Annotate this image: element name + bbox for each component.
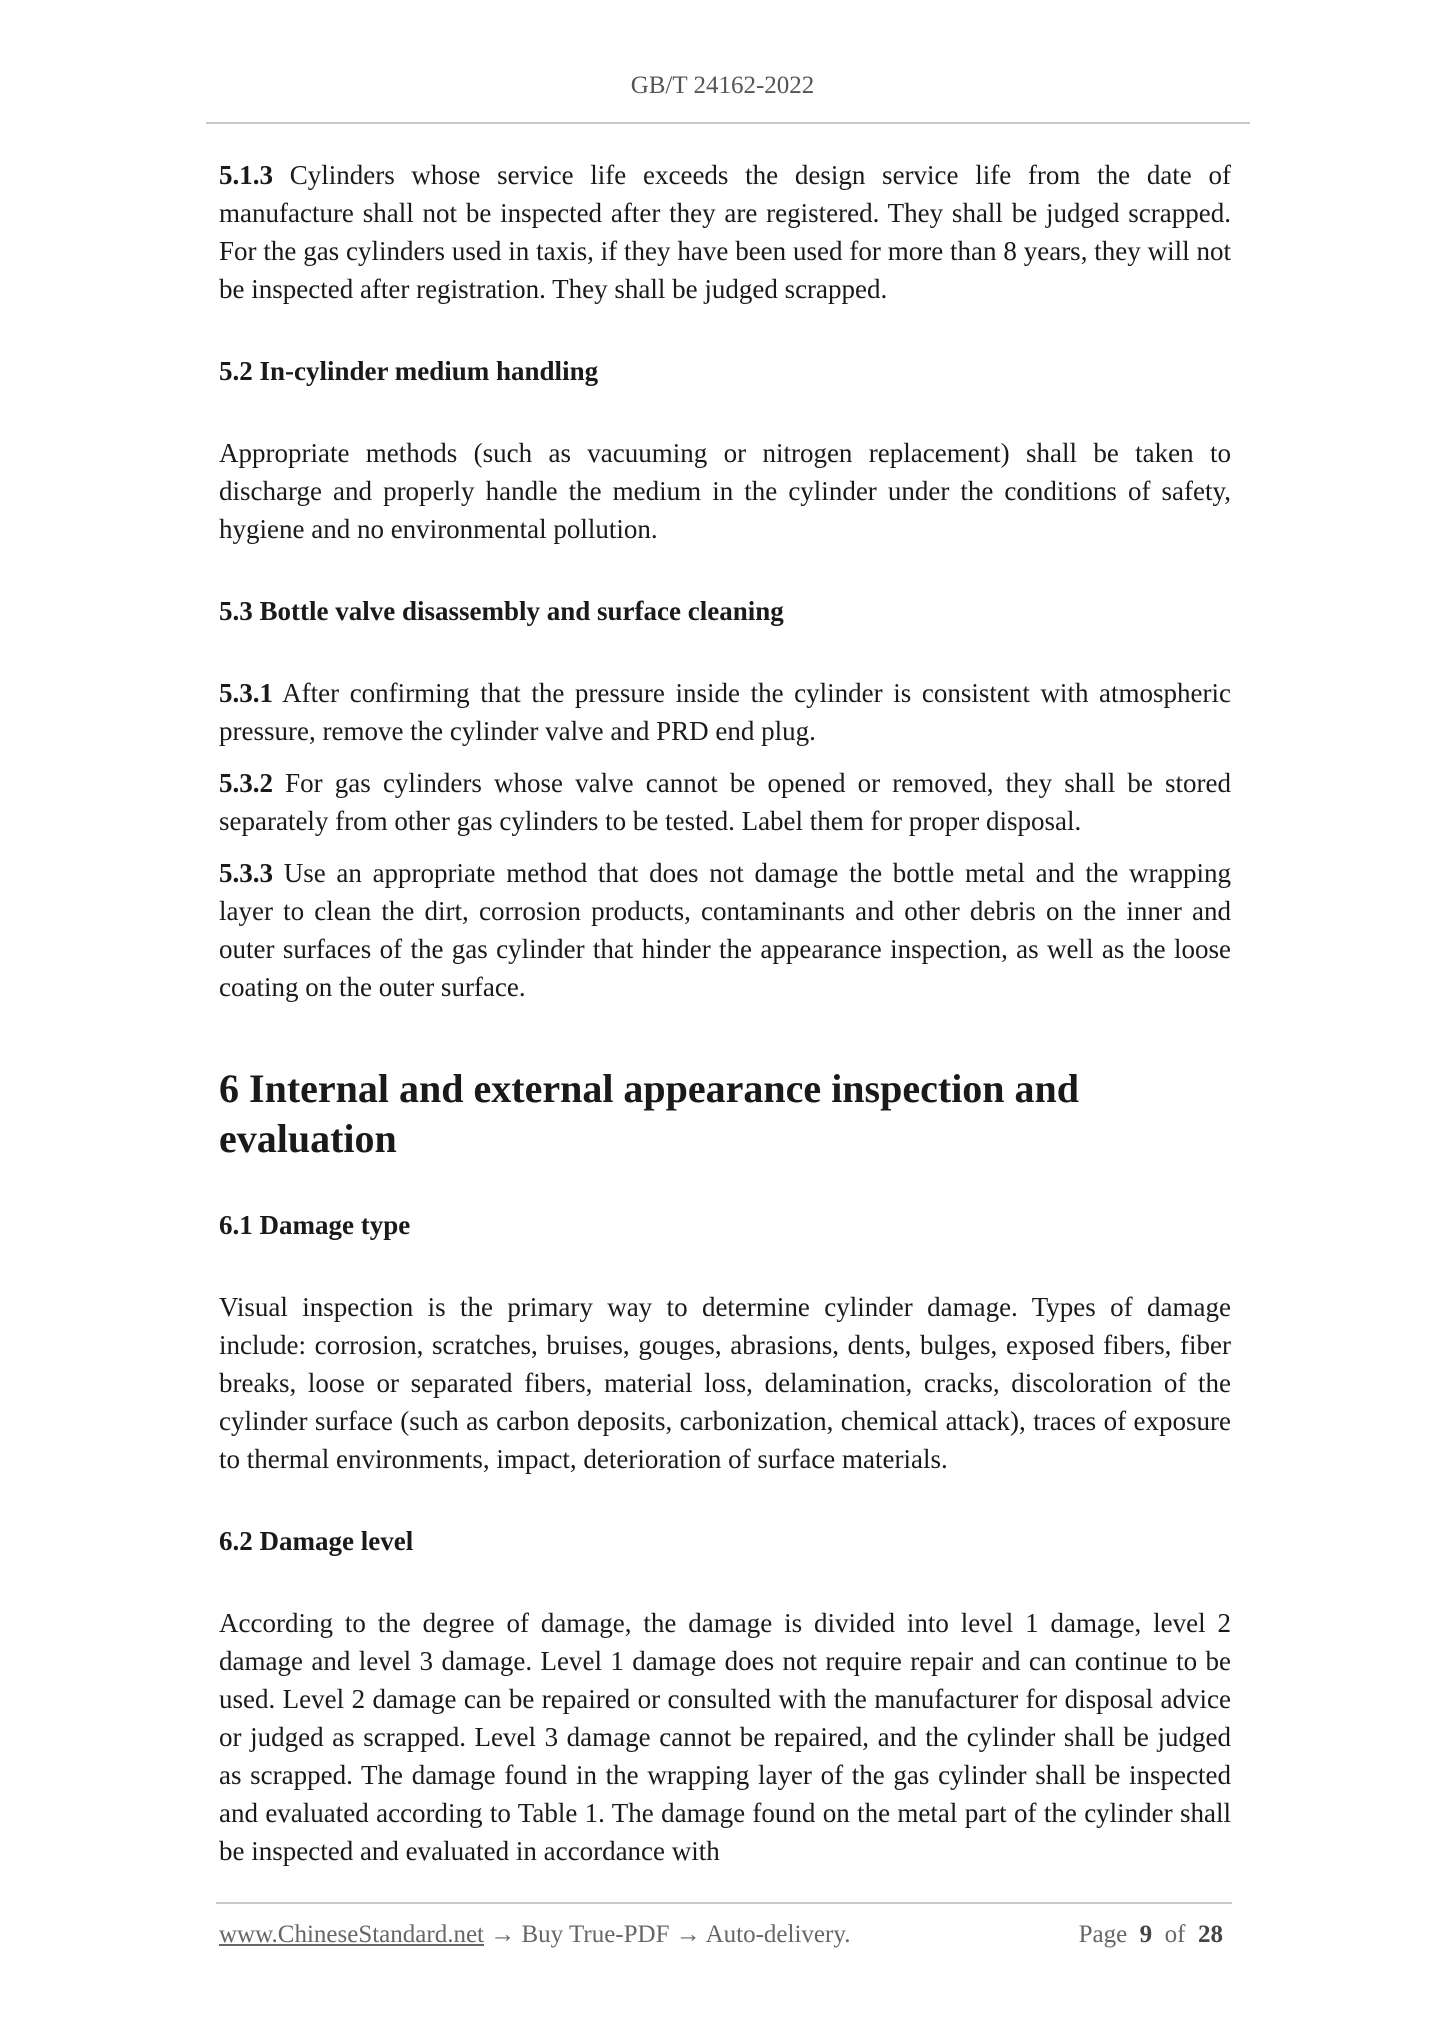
heading-6-2: 6.2 Damage level (219, 1526, 414, 1556)
heading-6-1-text: 6.1 Damage type (219, 1210, 411, 1240)
clause-5-1-3 (219, 156, 1231, 308)
paragraph-5-2: Appropriate methods (such as vacuuming or nitrogen replacement) shall be taken to discharge and properly handle the medium in the cylinder under the conditions of safety, hygiene and no environmental pollution. (219, 438, 1231, 544)
page-footer (219, 1921, 1231, 1949)
clause-number: 5.3.3 (219, 858, 273, 888)
heading-5-2: 5.2 In-cylinder medium handling (219, 356, 599, 386)
clause-text: Use an appropriate method that does not damage the bottle metal and the wrapping layer to clean the dirt, corrosion products, contaminants and other debris on the inner and outer surfaces of the gas cylinder that hinder the appearance inspection, as well as the loose coating on the outer surface. (219, 858, 1231, 1002)
clause-5-3-2 (219, 764, 1231, 840)
page-total: 28 (1198, 1921, 1223, 1948)
clause-number: 5.3.1 (219, 678, 273, 708)
paragraph-6-2: According to the degree of damage, the damage is divided into level 1 damage, level 2 damage and level 3 damage. Level 1 damage does not require repair and can continue to be used. Level 2 damage can be repaired or consulted with the manufacturer for disposal advice or judged as scrapped. Level 3 damage cannot be repaired, and the cylinder shall be judged as scrapped. The damage found in the wrapping layer of the gas cylinder shall be inspected and evaluated according to Table 1. The damage found on the metal part of the cylinder shall be inspected and evaluated in accordance with (219, 1608, 1231, 1866)
chapter-heading-6: 6 Internal and external appearance inspection and evaluation (219, 1066, 1080, 1161)
clause-text: For gas cylinders whose valve cannot be opened or removed, they shall be stored separately from other gas cylinders to be tested. Label them for proper disposal. (219, 768, 1232, 836)
clause-text: Cylinders whose service life exceeds the design service life from the date of manufacture shall not be inspected after they are registered. They shall be judged scrapped. For the gas cylinders used in taxis, if they have been used for more than 8 years, they will not be inspected after registration. They shall be judged scrapped. (219, 160, 1231, 304)
page-number: 9 (1139, 1921, 1153, 1948)
clause-number: 5.1.3 (219, 160, 273, 190)
page-body (219, 156, 1231, 1870)
clause-text: After confirming that the pressure inside the cylinder is consistent with atmospheric pressure, remove the cylinder valve and PRD end plug. (219, 678, 1231, 746)
clause-5-3-1 (219, 674, 1231, 750)
arrow-icon: → (490, 1921, 516, 1948)
header-divider (206, 122, 1250, 124)
heading-6-1 (219, 1206, 1231, 1244)
website-link[interactable]: www.ChineseStandard.net (219, 1921, 484, 1948)
page-counter (1079, 1921, 1223, 1949)
clause-number: 5.3.2 (219, 768, 273, 798)
document-id: GB/T 24162-2022 (630, 72, 815, 99)
paragraph-6-1: Visual inspection is the primary way to determine cylinder damage. Types of damage include: corrosion, scratches, bruises, gouges, abrasions, dents, bulges, exposed fibers, fiber breaks, loose or separated fibers, material loss, delamination, cracks, discoloration of the cylinder surface (such as carbon deposits, carbonization, chemical attack), traces of exposure to thermal environments, impact, deterioration of surface materials. (219, 1292, 1231, 1474)
footer-divider (216, 1902, 1232, 1904)
clause-5-3-3 (219, 854, 1231, 1006)
heading-5-3: 5.3 Bottle valve disassembly and surface cleaning (219, 596, 784, 626)
page-label: Page (1078, 1921, 1128, 1948)
auto-delivery-text: Auto-delivery. (705, 1921, 851, 1948)
running-header (0, 72, 1445, 100)
of-label: of (1164, 1921, 1186, 1948)
arrow-icon: → (675, 1921, 701, 1948)
buy-true-pdf-text: Buy True-PDF (521, 1921, 670, 1948)
